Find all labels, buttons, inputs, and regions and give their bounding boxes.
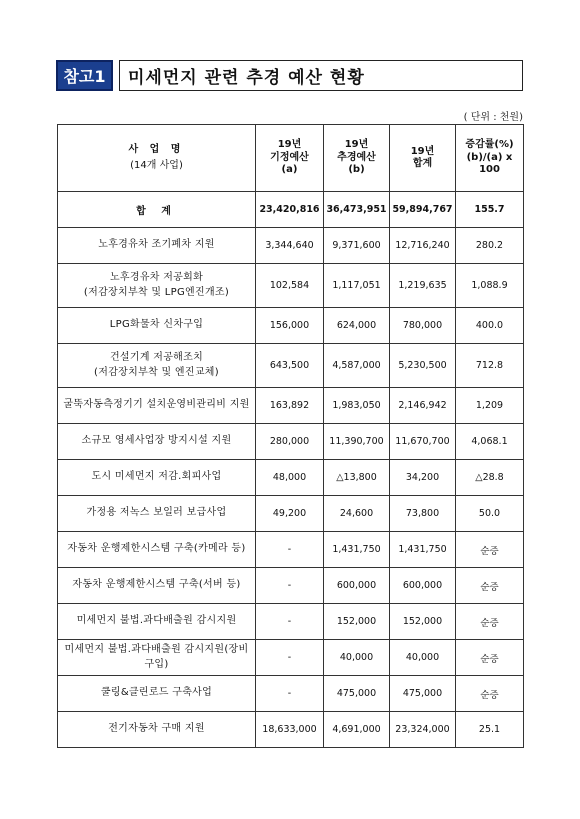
row-name [58, 676, 256, 712]
row-rate: 50.0 [456, 496, 524, 532]
row-rate: 순증 [456, 532, 524, 568]
row-name [58, 496, 256, 532]
table-row [58, 264, 524, 308]
row-name-line1: 노후경유차 조기폐차 지원 [98, 239, 215, 251]
row-value-sum: 5,230,500 [390, 344, 456, 388]
row-name-line1: 자동차 운행제한시스템 구축(카메라 등) [67, 543, 246, 555]
row-value-b: 40,000 [324, 640, 390, 676]
row-value-a: 3,344,640 [256, 228, 324, 264]
row-rate: 순증 [456, 640, 524, 676]
row-rate: 280.2 [456, 228, 524, 264]
row-rate: △28.8 [456, 460, 524, 496]
header-col-sum [390, 125, 456, 192]
row-name [58, 388, 256, 424]
budget-table [57, 124, 524, 748]
row-value-a: 280,000 [256, 424, 324, 460]
row-name [58, 712, 256, 748]
row-rate: 순증 [456, 676, 524, 712]
row-value-b: 24,600 [324, 496, 390, 532]
row-value-b: 11,390,700 [324, 424, 390, 460]
total-a: 23,420,816 [256, 192, 324, 228]
row-value-a: 163,892 [256, 388, 324, 424]
row-value-sum: 34,200 [390, 460, 456, 496]
row-value-a: - [256, 676, 324, 712]
header-col-b [324, 125, 390, 192]
row-value-a: 18,633,000 [256, 712, 324, 748]
row-name-line1: 건설기계 저공해조치 [109, 352, 204, 363]
row-name [58, 228, 256, 264]
row-value-sum: 73,800 [390, 496, 456, 532]
table-row [58, 532, 524, 568]
table-row [58, 676, 524, 712]
row-name-line1: 미세먼지 불법.과다배출원 감시지원(장비구입) [64, 644, 249, 670]
row-value-sum: 600,000 [390, 568, 456, 604]
row-value-b: 475,000 [324, 676, 390, 712]
row-rate: 1,088.9 [456, 264, 524, 308]
row-rate: 25.1 [456, 712, 524, 748]
total-sum: 59,894,767 [390, 192, 456, 228]
row-value-a: 48,000 [256, 460, 324, 496]
row-name [58, 264, 256, 308]
page-title: 미세먼지 관련 추경 예산 현황 [119, 60, 523, 91]
row-value-a: 156,000 [256, 308, 324, 344]
row-name-line1: 쿨링&클린로드 구축사업 [100, 687, 213, 699]
header-col-rate [456, 125, 524, 192]
row-value-b: 600,000 [324, 568, 390, 604]
header-col-b-line1: 19년 [344, 139, 369, 151]
row-value-a: - [256, 532, 324, 568]
header-col-a-line3: (a) [281, 164, 298, 176]
row-rate: 순증 [456, 604, 524, 640]
row-value-b: 624,000 [324, 308, 390, 344]
row-name-line1: 가정용 저녹스 보일러 보급사업 [86, 507, 227, 519]
row-name-line1: 미세먼지 불법.과다배출원 감시지원 [76, 615, 237, 627]
row-value-a: - [256, 568, 324, 604]
header-col-rate-line1: 증감률(%) [465, 139, 514, 151]
row-name-line2: (저감장치부착 및 엔진교체) [94, 366, 219, 378]
row-value-a: 102,584 [256, 264, 324, 308]
row-value-sum: 152,000 [390, 604, 456, 640]
header-name [58, 125, 256, 192]
row-value-sum: 12,716,240 [390, 228, 456, 264]
header-col-sum-line2: 합계 [412, 158, 433, 169]
table-row [58, 308, 524, 344]
title-row [56, 60, 523, 91]
row-value-b: 1,117,051 [324, 264, 390, 308]
row-rate: 4,068.1 [456, 424, 524, 460]
row-name-line1: 자동차 운행제한시스템 구축(서버 등) [72, 579, 241, 591]
row-rate: 712.8 [456, 344, 524, 388]
table-row [58, 604, 524, 640]
row-value-sum: 11,670,700 [390, 424, 456, 460]
row-value-a: 643,500 [256, 344, 324, 388]
table-row [58, 568, 524, 604]
header-name-line1: 사 업 명 [128, 143, 185, 155]
row-value-sum: 2,146,942 [390, 388, 456, 424]
row-value-sum: 40,000 [390, 640, 456, 676]
table-row [58, 228, 524, 264]
row-name-line1: 전기자동차 구매 지원 [108, 723, 205, 735]
table-row [58, 424, 524, 460]
header-col-rate-line3: 100 [479, 164, 500, 176]
row-name [58, 604, 256, 640]
row-value-b: △13,800 [324, 460, 390, 496]
row-name [58, 640, 256, 676]
row-name [58, 532, 256, 568]
total-row [58, 192, 524, 228]
row-value-b: 4,587,000 [324, 344, 390, 388]
row-name-line2: (저감장치부착 및 LPG엔진개조) [83, 286, 230, 298]
header-col-a-line2: 기정예산 [270, 151, 309, 163]
header-col-a [256, 125, 324, 192]
header-col-rate-line2: (b)/(a) x [466, 151, 513, 163]
header-name-line2: (14개 사업) [130, 160, 183, 171]
row-value-b: 9,371,600 [324, 228, 390, 264]
row-name-line1: LPG화물차 신차구입 [109, 319, 204, 331]
row-name [58, 308, 256, 344]
row-value-b: 1,431,750 [324, 532, 390, 568]
table-row [58, 460, 524, 496]
row-value-sum: 1,431,750 [390, 532, 456, 568]
row-name [58, 460, 256, 496]
row-rate: 1,209 [456, 388, 524, 424]
row-value-b: 1,983,050 [324, 388, 390, 424]
row-name [58, 568, 256, 604]
total-b: 36,473,951 [324, 192, 390, 228]
total-label: 합 계 [58, 192, 256, 228]
row-name [58, 424, 256, 460]
row-value-b: 4,691,000 [324, 712, 390, 748]
row-name-line1: 굴뚝자동측정기기 설치운영비관리비 지원 [63, 399, 250, 411]
row-value-sum: 780,000 [390, 308, 456, 344]
row-value-a: - [256, 604, 324, 640]
table-row [58, 496, 524, 532]
reference-badge: 참고1 [56, 60, 113, 91]
header-col-b-line2: 추경예산 [337, 151, 376, 163]
total-rate: 155.7 [456, 192, 524, 228]
row-value-b: 152,000 [324, 604, 390, 640]
header-col-b-line3: (b) [348, 164, 365, 176]
unit-label: ( 단위 : 천원) [463, 112, 523, 123]
table-row [58, 712, 524, 748]
row-rate: 순증 [456, 568, 524, 604]
row-name-line1: 소규모 영세사업장 방지시설 지원 [81, 435, 232, 447]
table-row [58, 640, 524, 676]
row-value-sum: 23,324,000 [390, 712, 456, 748]
table-row [58, 388, 524, 424]
row-value-a: 49,200 [256, 496, 324, 532]
header-col-sum-line1: 19년 [410, 145, 435, 157]
table-row [58, 344, 524, 388]
row-name [58, 344, 256, 388]
row-name-line1: 도시 미세먼지 저감.회피사업 [91, 471, 222, 483]
row-value-sum: 1,219,635 [390, 264, 456, 308]
row-value-sum: 475,000 [390, 676, 456, 712]
row-value-a: - [256, 640, 324, 676]
header-col-a-line1: 19년 [277, 139, 302, 151]
row-rate: 400.0 [456, 308, 524, 344]
row-name-line1: 노후경유차 저공회화 [109, 272, 204, 283]
table-header-row [58, 125, 524, 192]
